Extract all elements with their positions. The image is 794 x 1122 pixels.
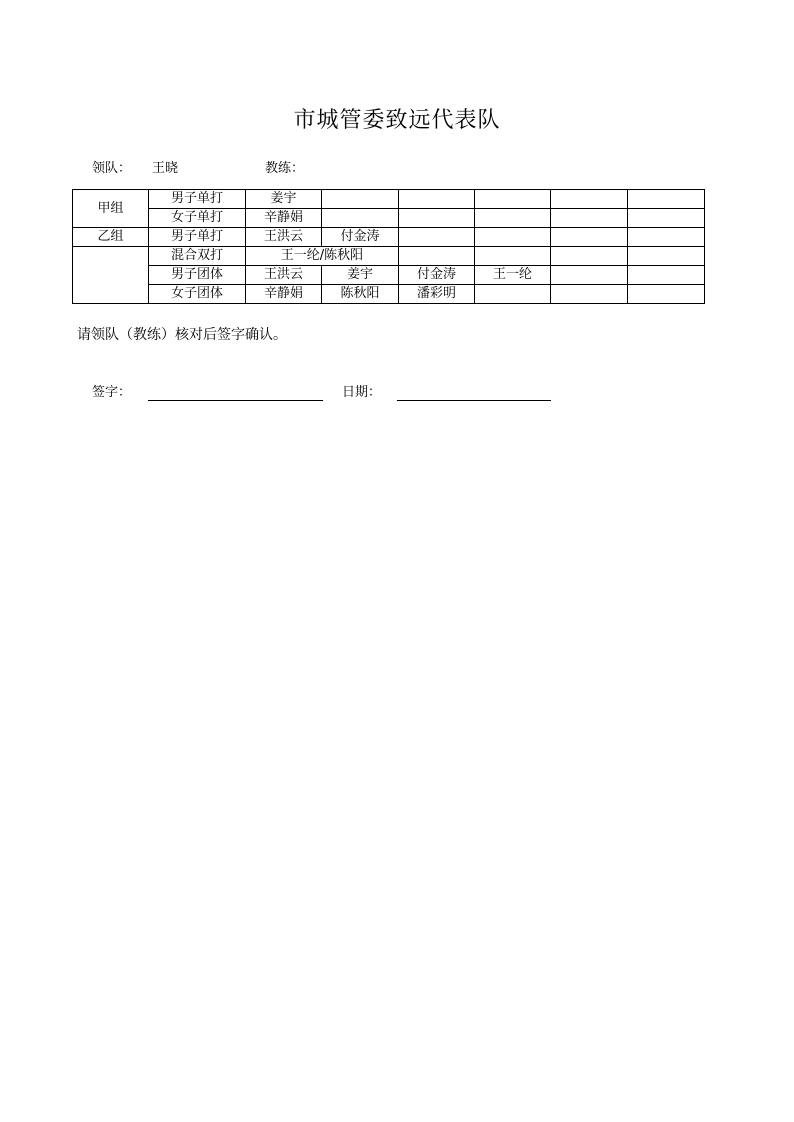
player-cell: 王一纶	[475, 266, 551, 285]
player-cell	[628, 247, 705, 266]
player-cell: 付金涛	[322, 228, 399, 247]
table-row	[73, 285, 705, 304]
player-cell: 辛静娟	[246, 209, 322, 228]
player-cell	[628, 285, 705, 304]
roster-table	[72, 189, 705, 304]
player-cell: 付金涛	[399, 266, 475, 285]
player-cell	[551, 190, 628, 209]
player-cell	[628, 266, 705, 285]
coach-label: 教练：	[265, 161, 305, 176]
table-row	[73, 228, 705, 247]
player-cell: 王洪云	[246, 228, 322, 247]
table-row	[73, 190, 705, 209]
date-label: 日期：	[342, 385, 382, 400]
date-line[interactable]	[397, 400, 551, 401]
leader-label: 领队：	[92, 161, 132, 176]
player-cell	[628, 228, 705, 247]
event-cell: 混合双打	[149, 247, 246, 266]
table-row	[73, 247, 705, 266]
player-cell: 潘彩明	[399, 285, 475, 304]
event-cell: 女子单打	[149, 209, 246, 228]
table-row	[73, 266, 705, 285]
player-cell	[475, 209, 551, 228]
player-cell	[399, 190, 475, 209]
event-cell: 女子团体	[149, 285, 246, 304]
player-cell: 姜宇	[322, 266, 399, 285]
sign-line[interactable]	[148, 400, 323, 401]
player-cell	[399, 247, 475, 266]
player-cell	[551, 266, 628, 285]
player-cell	[399, 209, 475, 228]
page-title: 市城管委致远代表队	[293, 108, 501, 133]
event-cell: 男子单打	[149, 228, 246, 247]
player-cell: 辛静娟	[246, 285, 322, 304]
player-cell: 陈秋阳	[322, 285, 399, 304]
player-cell	[551, 247, 628, 266]
pair-cell: 王一纶/陈秋阳	[246, 247, 399, 266]
event-cell: 男子单打	[149, 190, 246, 209]
player-cell	[551, 228, 628, 247]
group-label-c	[73, 247, 149, 304]
player-cell	[628, 209, 705, 228]
player-cell: 王洪云	[246, 266, 322, 285]
player-cell	[551, 285, 628, 304]
player-cell	[475, 228, 551, 247]
player-cell	[322, 190, 399, 209]
player-cell	[475, 247, 551, 266]
player-cell: 姜宇	[246, 190, 322, 209]
sign-label: 签字：	[92, 385, 132, 400]
player-cell	[551, 209, 628, 228]
group-label-b: 乙组	[73, 228, 149, 247]
group-label-a: 甲组	[73, 190, 149, 228]
confirmation-note: 请领队（教练）核对后签字确认。	[77, 327, 287, 343]
player-cell	[475, 285, 551, 304]
player-cell	[322, 209, 399, 228]
player-cell	[399, 228, 475, 247]
leader-name: 王晓	[152, 161, 179, 176]
player-cell	[628, 190, 705, 209]
player-cell	[475, 190, 551, 209]
event-cell: 男子团体	[149, 266, 246, 285]
table-row	[73, 209, 705, 228]
